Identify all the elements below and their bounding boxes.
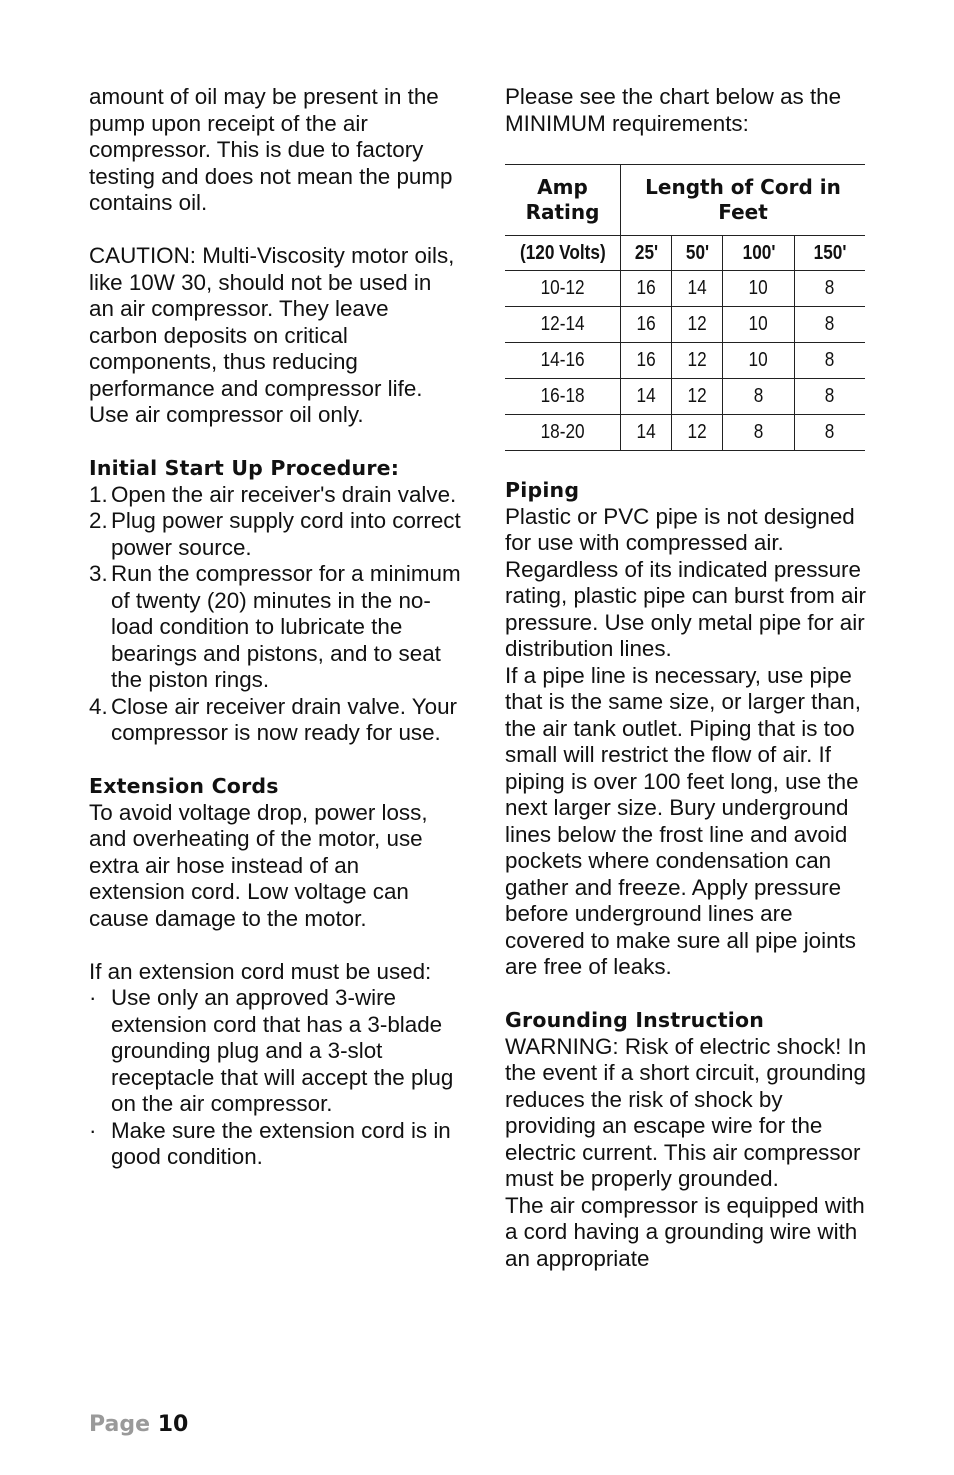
- right-column: [505, 84, 877, 1272]
- table-row: [505, 415, 865, 451]
- table-cell: 16-18: [505, 379, 621, 415]
- table-cell: 8: [794, 379, 865, 415]
- table-cell: 18-20: [505, 415, 621, 451]
- page-footer: [89, 1412, 188, 1437]
- length-100-subheader: 100': [723, 236, 794, 271]
- bullet-text: Make sure the extension cord is in good condition.: [111, 1117, 451, 1169]
- extension-bullets-list: [89, 985, 461, 1171]
- step-text: Close air receiver drain valve. Your compressor is now ready for use.: [111, 693, 457, 745]
- grounding-heading: Grounding Instruction: [505, 1008, 765, 1032]
- step-number: 1.: [89, 481, 108, 507]
- startup-heading: Initial Start Up Procedure:: [89, 456, 400, 480]
- startup-steps-list: [89, 482, 461, 747]
- chart-intro-paragraph: Please see the chart below as the MINIMUM requirements:: [505, 84, 842, 136]
- piping-heading: Piping: [505, 478, 580, 502]
- piping-paragraph-1: Plastic or PVC pipe is not designed for use with compressed air. Regardless of its indicated pressure rating, plastic pipe can burst from air pressure. Use only metal pipe for air distribution lines.: [505, 503, 866, 661]
- list-item: [89, 561, 461, 694]
- table-cell: 14: [621, 379, 672, 415]
- table-cell: 14-16: [505, 343, 621, 379]
- bullet-dot: ·: [89, 1117, 97, 1143]
- table-cell: 8: [794, 307, 865, 343]
- extension-cords-paragraph: To avoid voltage drop, power loss, and overheating of the motor, use extra air hose instead of an extension cord. Low voltage can cause damage to the motor.: [89, 799, 428, 931]
- table-cell: 10-12: [505, 271, 621, 307]
- bullet-text: Use only an approved 3-wire extension cord that has a 3-blade grounding plug and a 3-slot receptacle that will accept the plug on the air compressor.: [111, 985, 454, 1116]
- list-item: [89, 508, 461, 561]
- table-cell: 8: [794, 343, 865, 379]
- extension-cord-table: [505, 164, 865, 451]
- page-label: Page: [89, 1412, 151, 1437]
- cord-length-header: Length of Cord in Feet: [621, 165, 866, 236]
- step-number: 4.: [89, 693, 108, 719]
- table-cell: 16: [621, 271, 672, 307]
- table-row: [505, 271, 865, 307]
- grounding-paragraph-1: WARNING: Risk of electric shock! In the event if a short circuit, grounding reduces the risk of shock by providing an escape wire for the electric current. This air compressor must be properly grounded.: [505, 1033, 867, 1191]
- if-used-paragraph: If an extension cord must be used:: [89, 958, 432, 984]
- step-text: Open the air receiver's drain valve.: [111, 481, 457, 507]
- length-25-subheader: 25': [621, 236, 672, 271]
- amp-rating-header: Amp Rating: [505, 165, 621, 236]
- table-subheader-row: [505, 236, 865, 271]
- page-number: 10: [157, 1412, 189, 1437]
- table-cell: 10: [723, 343, 794, 379]
- length-150-subheader: 150': [794, 236, 865, 271]
- step-text: Plug power supply cord into correct power source.: [111, 508, 461, 560]
- oil-note-paragraph: amount of oil may be present in the pump upon receipt of the air compressor. This is due to factory testing and does not mean the pump contains oil.: [89, 84, 453, 215]
- list-item: [89, 694, 461, 747]
- table-cell: 8: [794, 271, 865, 307]
- table-cell: 12-14: [505, 307, 621, 343]
- table-cell: 14: [672, 271, 723, 307]
- bullet-dot: ·: [89, 985, 97, 1010]
- table-cell: 10: [723, 271, 794, 307]
- table-cell: 12: [672, 307, 723, 343]
- table-cell: 12: [672, 379, 723, 415]
- table-row: [505, 379, 865, 415]
- piping-paragraph-2: If a pipe line is necessary, use pipe that is the same size, or larger than, the air tank outlet. Piping that is too small will restrict the flow of air. If piping is over 100 feet long, use the next larger size. Bury underground lines below the frost line and avoid pockets where condensation can gather and freeze. Apply pressure before underground lines are covered to make sure all pipe joints are free of leaks.: [505, 662, 861, 979]
- extension-cords-heading: Extension Cords: [89, 774, 279, 798]
- table-cell: 10: [723, 307, 794, 343]
- table-cell: 16: [621, 307, 672, 343]
- table-row: [505, 343, 865, 379]
- table-cell: 14: [621, 415, 672, 451]
- list-item: [89, 1118, 461, 1171]
- caution-paragraph: CAUTION: Multi-Viscosity motor oils, like 10W 30, should not be used in an air compressor. They leave carbon deposits on critical components, thus reducing performance and compressor life. Use air compressor oil only.: [89, 243, 455, 427]
- table-cell: 12: [672, 343, 723, 379]
- list-item: [89, 482, 461, 509]
- step-number: 2.: [89, 508, 108, 533]
- table-row: [505, 307, 865, 343]
- length-50-subheader: 50': [672, 236, 723, 271]
- table-header-row: [505, 165, 865, 236]
- table-cell: 8: [723, 415, 794, 451]
- table-cell: 8: [794, 415, 865, 451]
- table-cell: 8: [723, 379, 794, 415]
- step-number: 3.: [89, 561, 108, 586]
- table-cell: 16: [621, 343, 672, 379]
- list-item: [89, 985, 461, 1118]
- grounding-paragraph-2: The air compressor is equipped with a cord having a grounding wire with an appropriate: [505, 1192, 865, 1271]
- volts-subheader: (120 Volts): [505, 236, 621, 271]
- table-cell: 12: [672, 415, 723, 451]
- left-column: [89, 84, 461, 1171]
- step-text: Run the compressor for a minimum of twenty (20) minutes in the no-load condition to lubricate the bearings and pistons, and to seat the piston rings.: [111, 561, 461, 692]
